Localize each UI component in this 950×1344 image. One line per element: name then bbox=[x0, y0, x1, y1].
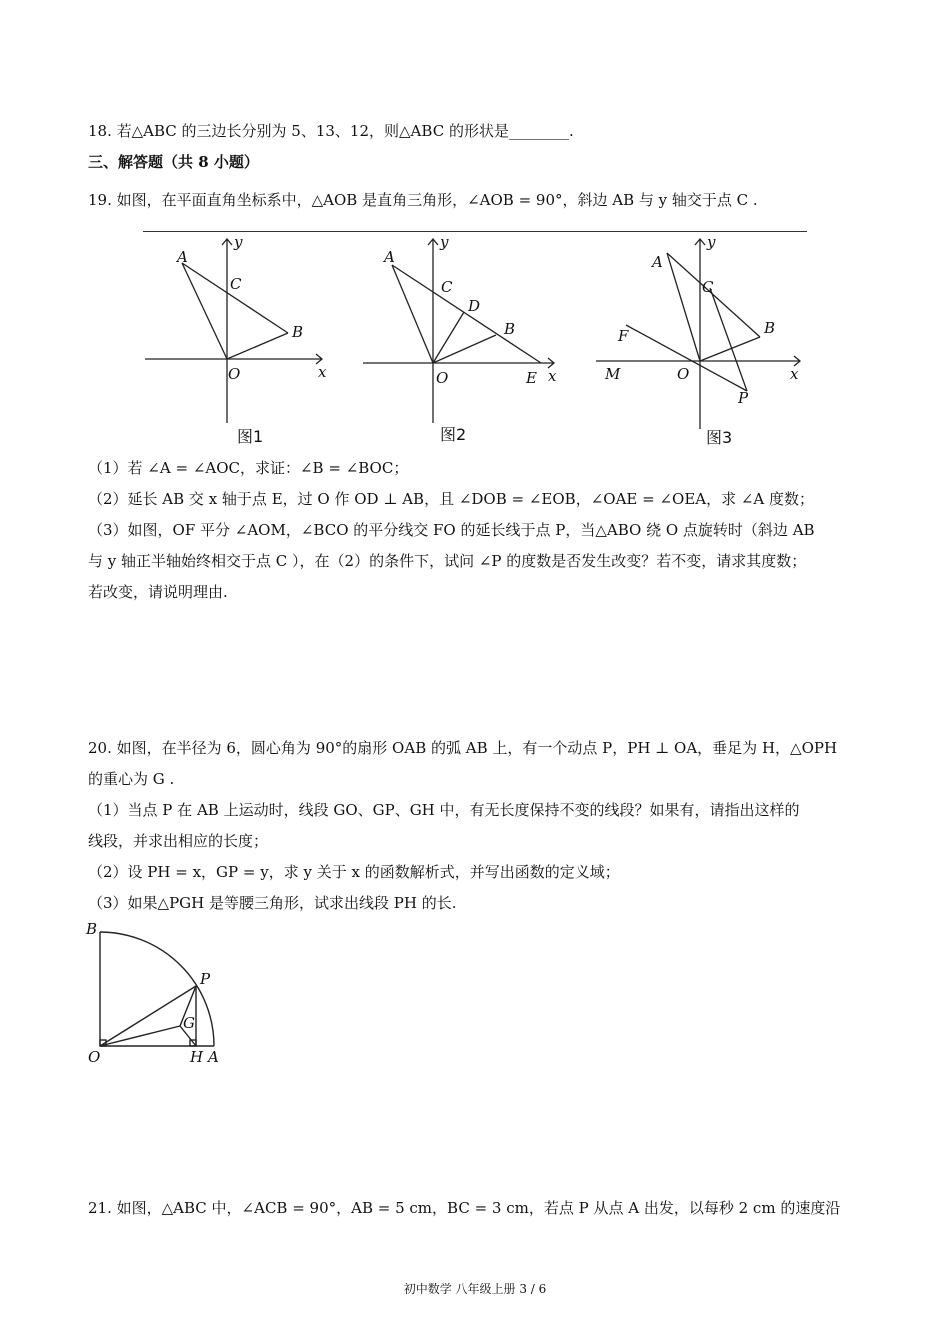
fig3-label-o: O bbox=[677, 365, 690, 383]
q20-part1-line2: 线段，并求出相应的长度； bbox=[88, 832, 269, 850]
q20-figure bbox=[84, 920, 244, 1070]
fig1-label-x: x bbox=[318, 363, 327, 381]
q19-part3-line3: 若改变，请说明理由. bbox=[88, 583, 228, 601]
fig2-label-a: A bbox=[384, 248, 395, 266]
fig3-label-c: C bbox=[702, 278, 714, 296]
q19-part3-line1: （3）如图，OF 平分 ∠AOM，∠BCO 的平分线交 FO 的延长线于点 P，当△ABO 绕 O 点旋转时（斜边 AB bbox=[88, 521, 815, 539]
q18-text: 18. 若△ABC 的三边长分别为 5、13、12，则△ABC 的形状是________. bbox=[88, 122, 574, 140]
page-footer: 初中数学 八年级上册 3 / 6 bbox=[403, 1282, 547, 1296]
fig1-label-o: O bbox=[228, 365, 241, 383]
q19-part3-line2: 与 y 轴正半轴始终相交于点 C ），在（2）的条件下，试问 ∠P 的度数是否发生改变？若不变，请求其度数； bbox=[88, 552, 807, 570]
q20-part3: （3）如果△PGH 是等腰三角形，试求出线段 PH 的长. bbox=[88, 894, 457, 912]
q19-part2: （2）延长 AB 交 x 轴于点 E，过 O 作 OD ⊥ AB，且 ∠DOB = ∠EOB，∠OAE = ∠OEA，求 ∠A 度数； bbox=[88, 490, 815, 508]
q20-label-g: G bbox=[183, 1014, 195, 1032]
q20-part2: （2）设 PH = x，GP = y，求 y 关于 x 的函数解析式，并写出函数的定义域； bbox=[88, 863, 620, 881]
fig3-caption: 图3 bbox=[706, 428, 733, 447]
fig3-label-b: B bbox=[764, 319, 776, 337]
q19-figure-1 bbox=[140, 233, 340, 448]
q19-part1: （1）若 ∠A = ∠AOC，求证：∠B = ∠BOC； bbox=[88, 459, 409, 477]
fig1-caption: 图1 bbox=[237, 427, 264, 446]
fig1-label-y: y bbox=[234, 233, 243, 251]
q20-stem-line2: 的重心为 G . bbox=[88, 770, 175, 788]
fig3-label-x: x bbox=[790, 365, 799, 383]
figure-top-rule bbox=[143, 231, 807, 232]
fig2-label-c: C bbox=[441, 278, 453, 296]
fig2-caption: 图2 bbox=[440, 425, 467, 444]
fig3-label-m: M bbox=[605, 365, 621, 383]
fig2-label-o: O bbox=[436, 369, 449, 387]
fig3-label-f: F bbox=[618, 327, 629, 345]
q20-stem-line1: 20. 如图，在半径为 6，圆心角为 90°的扇形 OAB 的弧 AB 上，有一个动点 P，PH ⊥ OA，垂足为 H，△OPH bbox=[88, 739, 838, 757]
fig3-label-p: P bbox=[738, 389, 749, 407]
fig2-label-b: B bbox=[504, 320, 516, 338]
q21-stem: 21. 如图，△ABC 中，∠ACB = 90°，AB = 5 cm，BC = 3 cm，若点 P 从点 A 出发，以每秒 2 cm 的速度沿 bbox=[88, 1199, 841, 1217]
q19-figure-3 bbox=[592, 233, 810, 448]
q19-stem: 19. 如图，在平面直角坐标系中，△AOB 是直角三角形，∠AOB = 90°，斜边 AB 与 y 轴交于点 C . bbox=[88, 191, 758, 209]
fig3-label-y: y bbox=[707, 233, 716, 251]
q20-label-b: B bbox=[86, 920, 98, 938]
fig1-label-a: A bbox=[177, 248, 188, 266]
fig3-label-a: A bbox=[652, 253, 663, 271]
section-title: 三、解答题（共 8 小题） bbox=[88, 153, 259, 171]
q20-label-a: A bbox=[208, 1048, 219, 1066]
fig2-label-y: y bbox=[440, 233, 449, 251]
fig1-label-c: C bbox=[230, 275, 242, 293]
q20-part1-line1: （1）当点 P 在 AB 上运动时，线段 GO、GP、GH 中，有无长度保持不变的线段？如果有，请指出这样的 bbox=[88, 801, 800, 819]
fig2-label-e: E bbox=[526, 369, 537, 387]
q20-label-o: O bbox=[88, 1048, 101, 1066]
q19-figure-2 bbox=[358, 233, 568, 448]
fig2-label-d: D bbox=[468, 297, 481, 315]
fig2-label-x: x bbox=[548, 367, 557, 385]
fig1-label-b: B bbox=[292, 323, 304, 341]
q20-label-h: H bbox=[190, 1048, 204, 1066]
q20-label-p: P bbox=[200, 970, 211, 988]
